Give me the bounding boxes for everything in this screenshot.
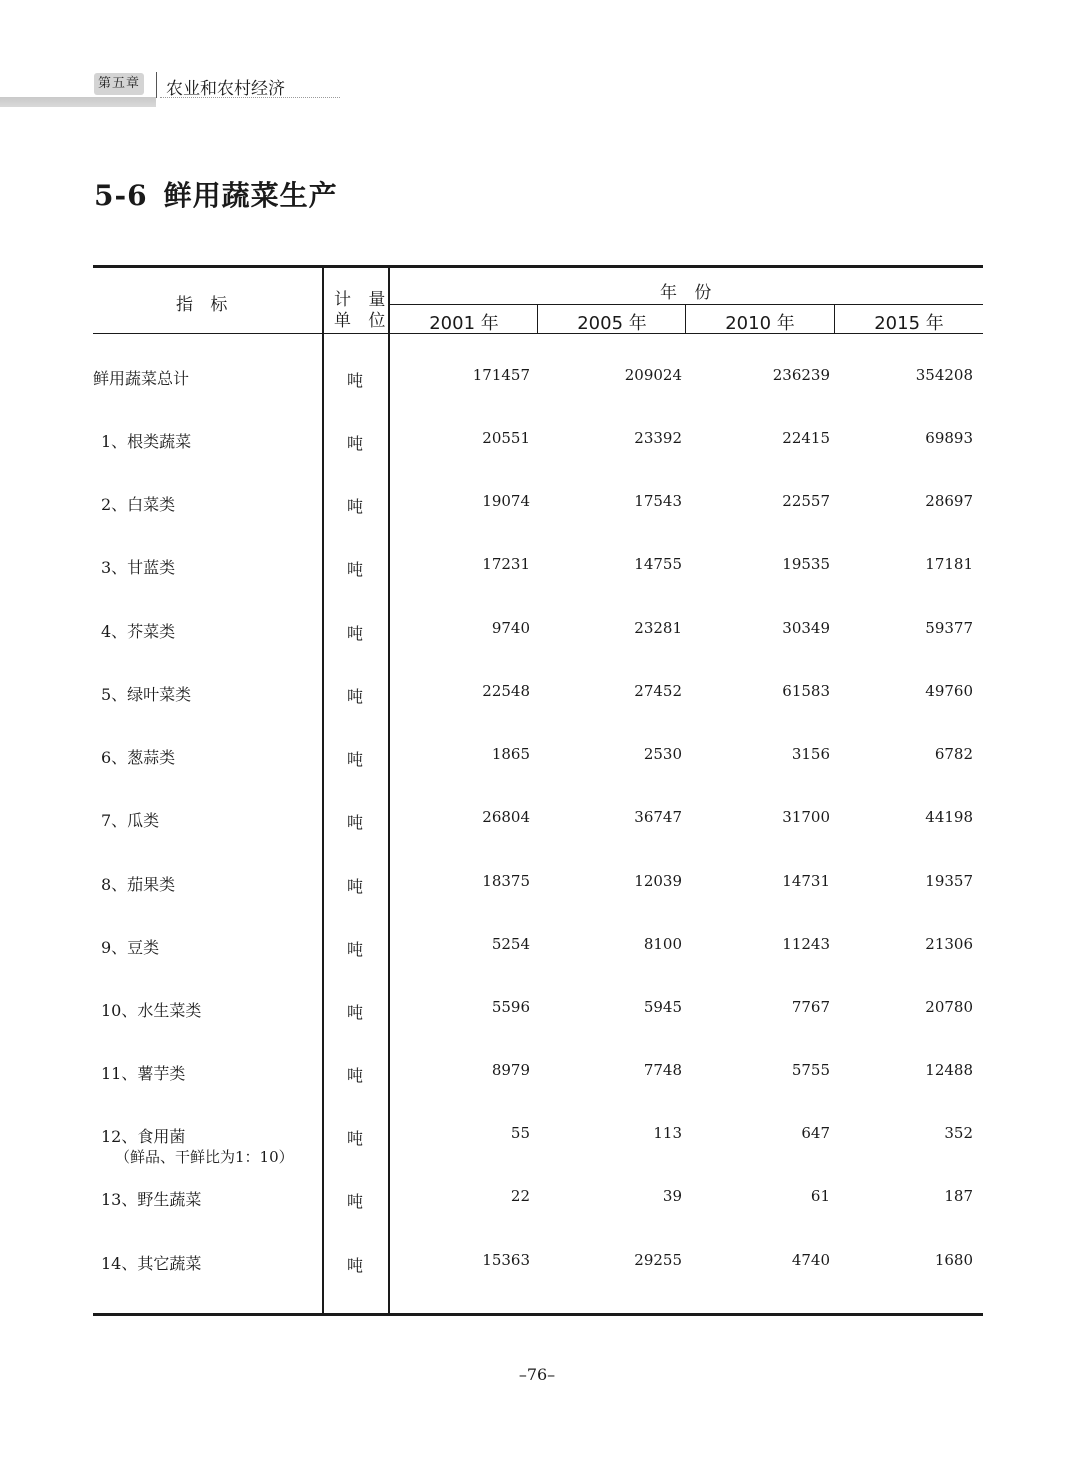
row-unit: 吨 — [347, 560, 364, 579]
row-label: 6、葱蒜类 — [101, 748, 176, 767]
row-value: 17181 — [925, 555, 973, 573]
row-value: 12488 — [925, 1061, 973, 1079]
row-value: 236239 — [772, 366, 830, 384]
row-value: 22415 — [782, 429, 830, 447]
chapter-separator — [156, 72, 157, 98]
row-unit: 吨 — [347, 687, 364, 706]
row-value: 61583 — [782, 682, 830, 700]
row-value: 5945 — [643, 998, 682, 1016]
row-value: 20551 — [482, 429, 530, 447]
row-value: 28697 — [925, 492, 973, 510]
row-value: 5254 — [491, 935, 530, 953]
table-row — [93, 619, 983, 659]
row-value: 11243 — [782, 935, 830, 953]
row-value: 44198 — [925, 808, 973, 826]
row-value: 354208 — [915, 366, 973, 384]
row-value: 171457 — [472, 366, 530, 384]
header-unit-line1: 计 量 — [334, 290, 392, 310]
header-year-2001: 2001 年 — [429, 313, 499, 334]
row-value: 12039 — [634, 872, 682, 890]
row-value: 55 — [510, 1124, 530, 1142]
row-value: 14755 — [634, 555, 682, 573]
row-value: 3156 — [791, 745, 830, 763]
row-value: 7748 — [643, 1061, 682, 1079]
row-label: 9、豆类 — [101, 938, 160, 957]
row-value: 27452 — [634, 682, 682, 700]
row-value: 23281 — [634, 619, 682, 637]
table-row — [93, 1124, 983, 1164]
row-value: 17231 — [482, 555, 530, 573]
row-value: 18375 — [482, 872, 530, 890]
row-label: 11、薯芋类 — [101, 1064, 186, 1083]
row-label: 10、水生菜类 — [101, 1001, 202, 1020]
row-value: 7767 — [791, 998, 830, 1016]
row-value: 14731 — [782, 872, 830, 890]
row-label: 1、根类蔬菜 — [101, 432, 192, 451]
section-number: 5-6 — [94, 179, 148, 212]
row-value: 36747 — [634, 808, 682, 826]
row-label: 7、瓜类 — [101, 811, 160, 830]
header-years-group: 年 份 — [660, 283, 718, 303]
table-row — [93, 682, 983, 722]
row-unit: 吨 — [347, 497, 364, 516]
row-value: 29255 — [634, 1251, 682, 1269]
row-unit: 吨 — [347, 813, 364, 832]
row-value: 113 — [653, 1124, 682, 1142]
row-note: （鲜品、干鲜比为1：10） — [115, 1148, 294, 1166]
row-value: 61 — [810, 1187, 830, 1205]
row-unit: 吨 — [347, 371, 364, 390]
page-number: –76– — [518, 1365, 556, 1384]
row-value: 1865 — [491, 745, 530, 763]
row-value: 69893 — [925, 429, 973, 447]
header-year-2015: 2015 年 — [874, 313, 944, 334]
row-label: 8、茄果类 — [101, 875, 176, 894]
row-value: 30349 — [782, 619, 830, 637]
row-unit: 吨 — [347, 1066, 364, 1085]
table-row — [93, 366, 983, 406]
row-label: 14、其它蔬菜 — [101, 1254, 202, 1273]
row-value: 8100 — [643, 935, 682, 953]
row-value: 352 — [944, 1124, 973, 1142]
row-unit: 吨 — [347, 1256, 364, 1275]
row-unit: 吨 — [347, 877, 364, 896]
table-row — [93, 935, 983, 975]
row-value: 20780 — [925, 998, 973, 1016]
chapter-title: 农业和农村经济 — [166, 79, 285, 99]
row-unit: 吨 — [347, 624, 364, 643]
row-unit: 吨 — [347, 1129, 364, 1148]
row-value: 21306 — [925, 935, 973, 953]
table-row — [93, 1251, 983, 1291]
row-value: 4740 — [791, 1251, 830, 1269]
table-row — [93, 872, 983, 912]
table-row — [93, 745, 983, 785]
row-value: 22 — [510, 1187, 530, 1205]
section-title: 鲜用蔬菜生产 — [163, 179, 338, 212]
row-label: 12、食用菌 — [101, 1127, 186, 1146]
row-value: 2530 — [643, 745, 682, 763]
row-value: 8979 — [491, 1061, 530, 1079]
table-row — [93, 808, 983, 848]
table-row — [93, 555, 983, 595]
table-top-rule — [93, 265, 983, 268]
row-label: 13、野生蔬菜 — [101, 1190, 202, 1209]
row-value: 187 — [944, 1187, 973, 1205]
row-value: 17543 — [634, 492, 682, 510]
table-row — [93, 1061, 983, 1101]
row-value: 9740 — [491, 619, 530, 637]
table-row — [93, 998, 983, 1038]
row-unit: 吨 — [347, 750, 364, 769]
row-value: 23392 — [634, 429, 682, 447]
row-value: 5755 — [791, 1061, 830, 1079]
row-value: 31700 — [782, 808, 830, 826]
row-value: 19357 — [925, 872, 973, 890]
table-row — [93, 1187, 983, 1227]
row-value: 39 — [662, 1187, 682, 1205]
row-value: 19535 — [782, 555, 830, 573]
row-value: 22548 — [482, 682, 530, 700]
row-value: 15363 — [482, 1251, 530, 1269]
row-value: 209024 — [624, 366, 682, 384]
row-label: 4、芥菜类 — [101, 622, 176, 641]
row-value: 49760 — [925, 682, 973, 700]
row-value: 59377 — [925, 619, 973, 637]
row-label: 2、白菜类 — [101, 495, 176, 514]
years-group-rule — [390, 304, 983, 305]
row-unit: 吨 — [347, 1192, 364, 1211]
row-label: 3、甘蓝类 — [101, 558, 176, 577]
row-unit: 吨 — [347, 1003, 364, 1022]
page-title — [94, 174, 338, 214]
table-bottom-rule — [93, 1313, 983, 1316]
header-year-2005: 2005 年 — [577, 313, 647, 334]
chapter-badge: 第五章 — [94, 73, 144, 95]
row-value: 5596 — [491, 998, 530, 1016]
row-value: 1680 — [934, 1251, 973, 1269]
header-year-2010: 2010 年 — [725, 313, 795, 334]
row-value: 19074 — [482, 492, 530, 510]
row-value: 26804 — [482, 808, 530, 826]
row-label: 5、绿叶菜类 — [101, 685, 192, 704]
header-indicator: 指 标 — [176, 295, 234, 315]
row-unit: 吨 — [347, 434, 364, 453]
table-row — [93, 429, 983, 469]
row-label: 鲜用蔬菜总计 — [93, 369, 190, 388]
header-band — [0, 97, 156, 107]
row-value: 6782 — [934, 745, 973, 763]
row-value: 22557 — [782, 492, 830, 510]
table-row — [93, 492, 983, 532]
header-unit-line2: 单 位 — [334, 311, 392, 331]
row-value: 647 — [801, 1124, 830, 1142]
row-unit: 吨 — [347, 940, 364, 959]
